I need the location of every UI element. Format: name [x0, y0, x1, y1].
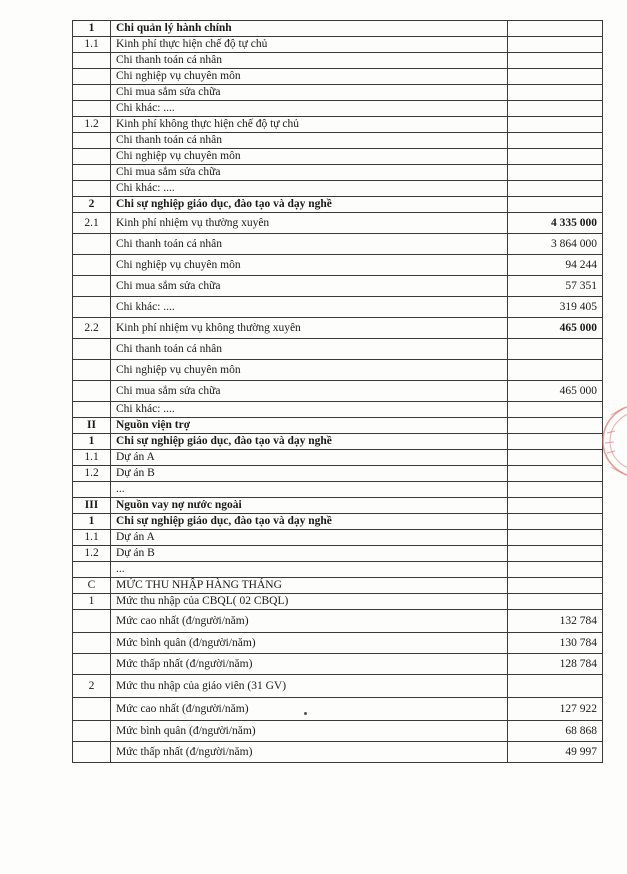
table-row — [73, 197, 603, 213]
row-value-cell — [508, 514, 603, 530]
row-value-cell — [508, 418, 603, 434]
table-row — [73, 297, 603, 318]
row-index-cell — [73, 85, 111, 101]
table-row — [73, 101, 603, 117]
row-value-cell: 49 997 — [508, 742, 603, 763]
row-index-cell: 1.2 — [73, 466, 111, 482]
table-row — [73, 633, 603, 654]
table-row — [73, 402, 603, 418]
row-value-cell — [508, 85, 603, 101]
row-label-cell: Chi nghiệp vụ chuyên môn — [111, 255, 508, 276]
table-row — [73, 482, 603, 498]
table-row — [73, 698, 603, 721]
row-value-cell: 128 784 — [508, 654, 603, 675]
row-value-cell: 94 244 — [508, 255, 603, 276]
row-value-cell — [508, 498, 603, 514]
row-label-cell: Dự án B — [111, 466, 508, 482]
row-label-cell: Chi khác: .... — [111, 101, 508, 117]
table-row — [73, 721, 603, 742]
row-label-cell: ... — [111, 482, 508, 498]
row-index-cell: 1.1 — [73, 530, 111, 546]
row-value-cell — [508, 181, 603, 197]
row-value-cell — [508, 149, 603, 165]
row-value-cell — [508, 360, 603, 381]
row-label-cell: Dự án B — [111, 546, 508, 562]
row-value-cell — [508, 21, 603, 37]
row-value-cell: 68 868 — [508, 721, 603, 742]
row-index-cell: 2 — [73, 675, 111, 698]
row-value-cell: 465 000 — [508, 381, 603, 402]
row-value-cell: 57 351 — [508, 276, 603, 297]
row-index-cell — [73, 255, 111, 276]
row-value-cell — [508, 482, 603, 498]
row-label-cell: Nguồn viện trợ — [111, 418, 508, 434]
table-row — [73, 434, 603, 450]
stray-mark — [304, 712, 307, 715]
table-row — [73, 318, 603, 339]
row-value-cell: 132 784 — [508, 610, 603, 633]
table-row — [73, 450, 603, 466]
row-index-cell — [73, 276, 111, 297]
row-index-cell — [73, 339, 111, 360]
budget-table — [72, 20, 603, 763]
row-value-cell: 3 864 000 — [508, 234, 603, 255]
row-index-cell — [73, 721, 111, 742]
row-index-cell: 1 — [73, 514, 111, 530]
table-row — [73, 234, 603, 255]
row-label-cell: Mức cao nhất (đ/người/năm) — [111, 610, 508, 633]
row-index-cell — [73, 742, 111, 763]
row-label-cell: Mức bình quân (đ/người/năm) — [111, 721, 508, 742]
table-row — [73, 181, 603, 197]
row-value-cell — [508, 546, 603, 562]
row-value-cell: 130 784 — [508, 633, 603, 654]
table-row — [73, 578, 603, 594]
row-value-cell — [508, 434, 603, 450]
row-label-cell: Chi sự nghiệp giáo dục, đào tạo và dạy nghề — [111, 514, 508, 530]
table-row — [73, 255, 603, 276]
row-index-cell — [73, 381, 111, 402]
row-label-cell: Chi mua sắm sửa chữa — [111, 381, 508, 402]
row-label-cell: Chi thanh toán cá nhân — [111, 53, 508, 69]
row-value-cell — [508, 402, 603, 418]
row-index-cell: 2 — [73, 197, 111, 213]
table-row — [73, 530, 603, 546]
row-label-cell: Chi mua sắm sửa chữa — [111, 85, 508, 101]
row-value-cell — [508, 675, 603, 698]
table-row — [73, 562, 603, 578]
row-index-cell — [73, 402, 111, 418]
row-index-cell — [73, 610, 111, 633]
row-value-cell — [508, 466, 603, 482]
row-label-cell: Chi sự nghiệp giáo dục, đào tạo và dạy nghề — [111, 434, 508, 450]
table-row — [73, 133, 603, 149]
row-label-cell: Chi thanh toán cá nhân — [111, 339, 508, 360]
row-index-cell — [73, 101, 111, 117]
table-row — [73, 610, 603, 633]
table-row — [73, 53, 603, 69]
table-row — [73, 149, 603, 165]
row-value-cell — [508, 339, 603, 360]
row-value-cell — [508, 37, 603, 53]
row-value-cell — [508, 530, 603, 546]
row-index-cell: 1.1 — [73, 450, 111, 466]
table-row — [73, 514, 603, 530]
row-label-cell: Chi thanh toán cá nhân — [111, 133, 508, 149]
row-label-cell: Mức thấp nhất (đ/người/năm) — [111, 742, 508, 763]
row-index-cell: 1 — [73, 594, 111, 610]
table-row — [73, 418, 603, 434]
row-label-cell: Mức bình quân (đ/người/năm) — [111, 633, 508, 654]
row-label-cell: Dự án A — [111, 530, 508, 546]
row-index-cell: 2.2 — [73, 318, 111, 339]
row-value-cell — [508, 133, 603, 149]
row-index-cell: III — [73, 498, 111, 514]
table-row — [73, 276, 603, 297]
row-value-cell: 127 922 — [508, 698, 603, 721]
row-label-cell: Chi khác: .... — [111, 297, 508, 318]
row-label-cell: MỨC THU NHẬP HÀNG THÁNG — [111, 578, 508, 594]
row-value-cell — [508, 578, 603, 594]
row-index-cell — [73, 53, 111, 69]
row-index-cell — [73, 165, 111, 181]
row-label-cell: Chi nghiệp vụ chuyên môn — [111, 69, 508, 85]
row-label-cell: Dự án A — [111, 450, 508, 466]
row-label-cell: Chi quản lý hành chính — [111, 21, 508, 37]
row-value-cell — [508, 165, 603, 181]
row-label-cell: Chi nghiệp vụ chuyên môn — [111, 149, 508, 165]
table-row — [73, 85, 603, 101]
row-index-cell — [73, 654, 111, 675]
table-row — [73, 69, 603, 85]
row-value-cell — [508, 53, 603, 69]
table-row — [73, 21, 603, 37]
row-value-cell: 4 335 000 — [508, 213, 603, 234]
row-index-cell — [73, 133, 111, 149]
budget-table-body — [73, 21, 603, 763]
table-row — [73, 498, 603, 514]
row-label-cell: Mức thu nhập của CBQL( 02 CBQL) — [111, 594, 508, 610]
row-index-cell — [73, 698, 111, 721]
row-label-cell: Kinh phí nhiệm vụ không thường xuyên — [111, 318, 508, 339]
row-label-cell: Chi thanh toán cá nhân — [111, 234, 508, 255]
table-row — [73, 339, 603, 360]
row-value-cell — [508, 450, 603, 466]
row-index-cell: 1 — [73, 434, 111, 450]
row-value-cell — [508, 594, 603, 610]
row-index-cell: C — [73, 578, 111, 594]
row-label-cell: Chi khác: .... — [111, 181, 508, 197]
table-row — [73, 594, 603, 610]
row-label-cell: ... — [111, 562, 508, 578]
row-index-cell — [73, 69, 111, 85]
table-row — [73, 742, 603, 763]
row-index-cell: II — [73, 418, 111, 434]
table-row — [73, 654, 603, 675]
row-value-cell — [508, 69, 603, 85]
row-label-cell: Chi mua sắm sửa chữa — [111, 165, 508, 181]
table-row — [73, 360, 603, 381]
table-row — [73, 381, 603, 402]
row-index-cell: 2.1 — [73, 213, 111, 234]
row-index-cell: 1.2 — [73, 546, 111, 562]
table-row — [73, 466, 603, 482]
official-seal-partial — [597, 393, 627, 489]
row-label-cell: Kinh phí không thực hiện chế độ tự chủ — [111, 117, 508, 133]
table-row — [73, 675, 603, 698]
row-label-cell: Mức cao nhất (đ/người/năm) — [111, 698, 508, 721]
row-index-cell: 1.1 — [73, 37, 111, 53]
row-index-cell: 1 — [73, 21, 111, 37]
row-label-cell: Chi nghiệp vụ chuyên môn — [111, 360, 508, 381]
row-index-cell: 1.2 — [73, 117, 111, 133]
table-row — [73, 213, 603, 234]
row-label-cell: Mức thấp nhất (đ/người/năm) — [111, 654, 508, 675]
row-value-cell — [508, 562, 603, 578]
row-index-cell — [73, 633, 111, 654]
row-value-cell — [508, 117, 603, 133]
row-label-cell: Chi sự nghiệp giáo dục, đào tạo và dạy nghề — [111, 197, 508, 213]
row-index-cell — [73, 234, 111, 255]
row-label-cell: Chi khác: .... — [111, 402, 508, 418]
table-row — [73, 546, 603, 562]
row-value-cell — [508, 197, 603, 213]
row-label-cell: Mức thu nhập của giáo viên (31 GV) — [111, 675, 508, 698]
row-index-cell — [73, 482, 111, 498]
row-index-cell — [73, 181, 111, 197]
row-label-cell: Kinh phí thực hiện chế độ tự chủ — [111, 37, 508, 53]
row-index-cell — [73, 562, 111, 578]
row-value-cell: 465 000 — [508, 318, 603, 339]
row-label-cell: Kinh phí nhiệm vụ thường xuyên — [111, 213, 508, 234]
row-index-cell — [73, 149, 111, 165]
row-value-cell: 319 405 — [508, 297, 603, 318]
row-index-cell — [73, 360, 111, 381]
row-label-cell: Chi mua sắm sửa chữa — [111, 276, 508, 297]
table-row — [73, 117, 603, 133]
row-index-cell — [73, 297, 111, 318]
table-row — [73, 37, 603, 53]
table-row — [73, 165, 603, 181]
row-value-cell — [508, 101, 603, 117]
row-label-cell: Nguồn vay nợ nước ngoài — [111, 498, 508, 514]
